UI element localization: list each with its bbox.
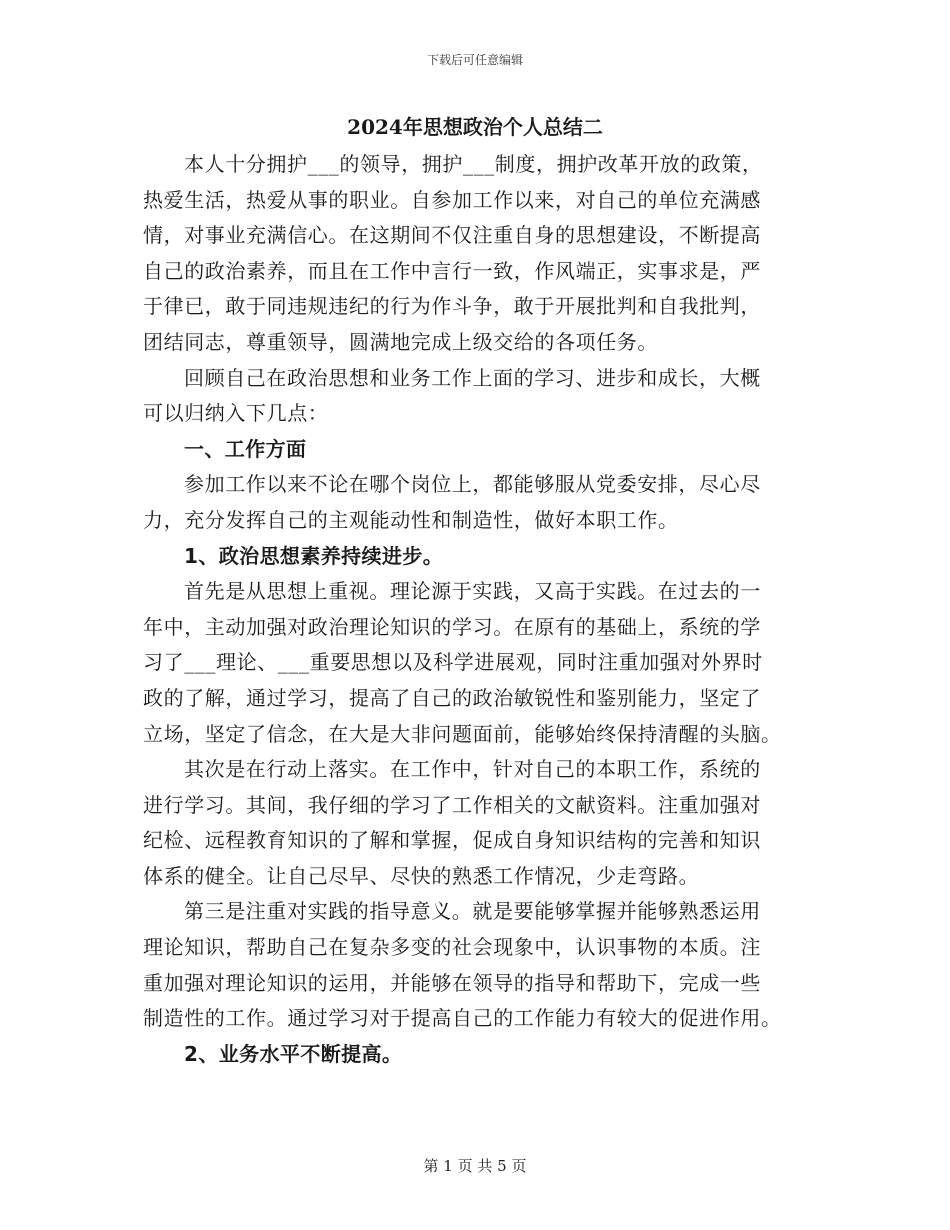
body-text-line: 热爱生活，热爱从事的职业。自参加工作以来，对自己的单位充满感 xyxy=(143,187,761,212)
section-heading: 1、政治思想素养持续进步。 xyxy=(184,543,444,568)
body-text-line: 团结同志，尊重领导，圆满地完成上级交给的各项任务。 xyxy=(143,329,658,354)
page-footer: 第 1 页 共 5 页 xyxy=(423,1157,527,1175)
body-text-line: 制造性的工作。通过学习对于提高自己的工作能力有较大的促进作用。 xyxy=(143,1006,782,1031)
body-text-line: 其次是在行动上落实。在工作中，针对自己的本职工作，系统的 xyxy=(184,757,761,782)
body-text-line: 进行学习。其间，我仔细的学习了工作相关的文献资料。注重加强对 xyxy=(143,792,761,817)
section-heading: 一、工作方面 xyxy=(184,436,307,461)
body-text-line: 参加工作以来不论在哪个岗位上，都能够服从党委安排，尽心尽 xyxy=(184,472,761,497)
body-text-line: 纪检、远程教育知识的了解和掌握，促成自身知识结构的完善和知识 xyxy=(143,828,761,853)
body-text-line: 可以归纳入下几点： xyxy=(143,401,329,426)
document-title: 2024年思想政治个人总结二 xyxy=(347,115,603,139)
body-text-line: 于律已，敢于同违规违纪的行为作斗争，敢于开展批判和自我批判， xyxy=(143,294,761,319)
body-text-line: 第三是注重对实践的指导意义。就是要能够掌握并能够熟悉运用 xyxy=(184,899,761,924)
section-heading: 2、业务水平不断提高。 xyxy=(184,1041,403,1066)
body-text-line: 理论知识，帮助自己在复杂多变的社会现象中，认识事物的本质。注 xyxy=(143,935,761,960)
body-text-line: 政的了解，通过学习，提高了自己的政治敏锐性和鉴别能力，坚定了 xyxy=(143,685,761,710)
body-text-line: 立场，坚定了信念，在大是大非问题面前，能够始终保持清醒的头脑。 xyxy=(143,721,782,746)
body-text-line: 本人十分拥护___的领导，拥护___制度，拥护改革开放的政策， xyxy=(184,152,763,176)
body-text-line: 首先是从思想上重视。理论源于实践，又高于实践。在过去的一 xyxy=(184,579,761,604)
body-text-line: 情，对事业充满信心。在这期间不仅注重自身的思想建设，不断提高 xyxy=(143,223,761,248)
body-text-line: 体系的健全。让自己尽早、尽快的熟悉工作情况，少走弯路。 xyxy=(143,863,700,888)
body-text-line: 习了___理论、___重要思想以及科学进展观，同时注重加强对外界时 xyxy=(143,650,763,675)
body-text-line: 回顾自己在政治思想和业务工作上面的学习、进步和成长，大概 xyxy=(184,365,761,390)
document-body xyxy=(143,147,801,1072)
body-text-line: 力，充分发挥自己的主观能动性和制造性，做好本职工作。 xyxy=(143,507,679,532)
body-text-line: 重加强对理论知识的运用，并能够在领导的指导和帮助下，完成一些 xyxy=(143,970,761,995)
body-text-line: 自己的政治素养，而且在工作中言行一致，作风端正，实事求是，严 xyxy=(143,258,761,283)
page-header-note: 下载后可任意编辑 xyxy=(426,53,523,67)
body-text-line: 年中，主动加强对政治理论知识的学习。在原有的基础上，系统的学 xyxy=(143,614,761,639)
